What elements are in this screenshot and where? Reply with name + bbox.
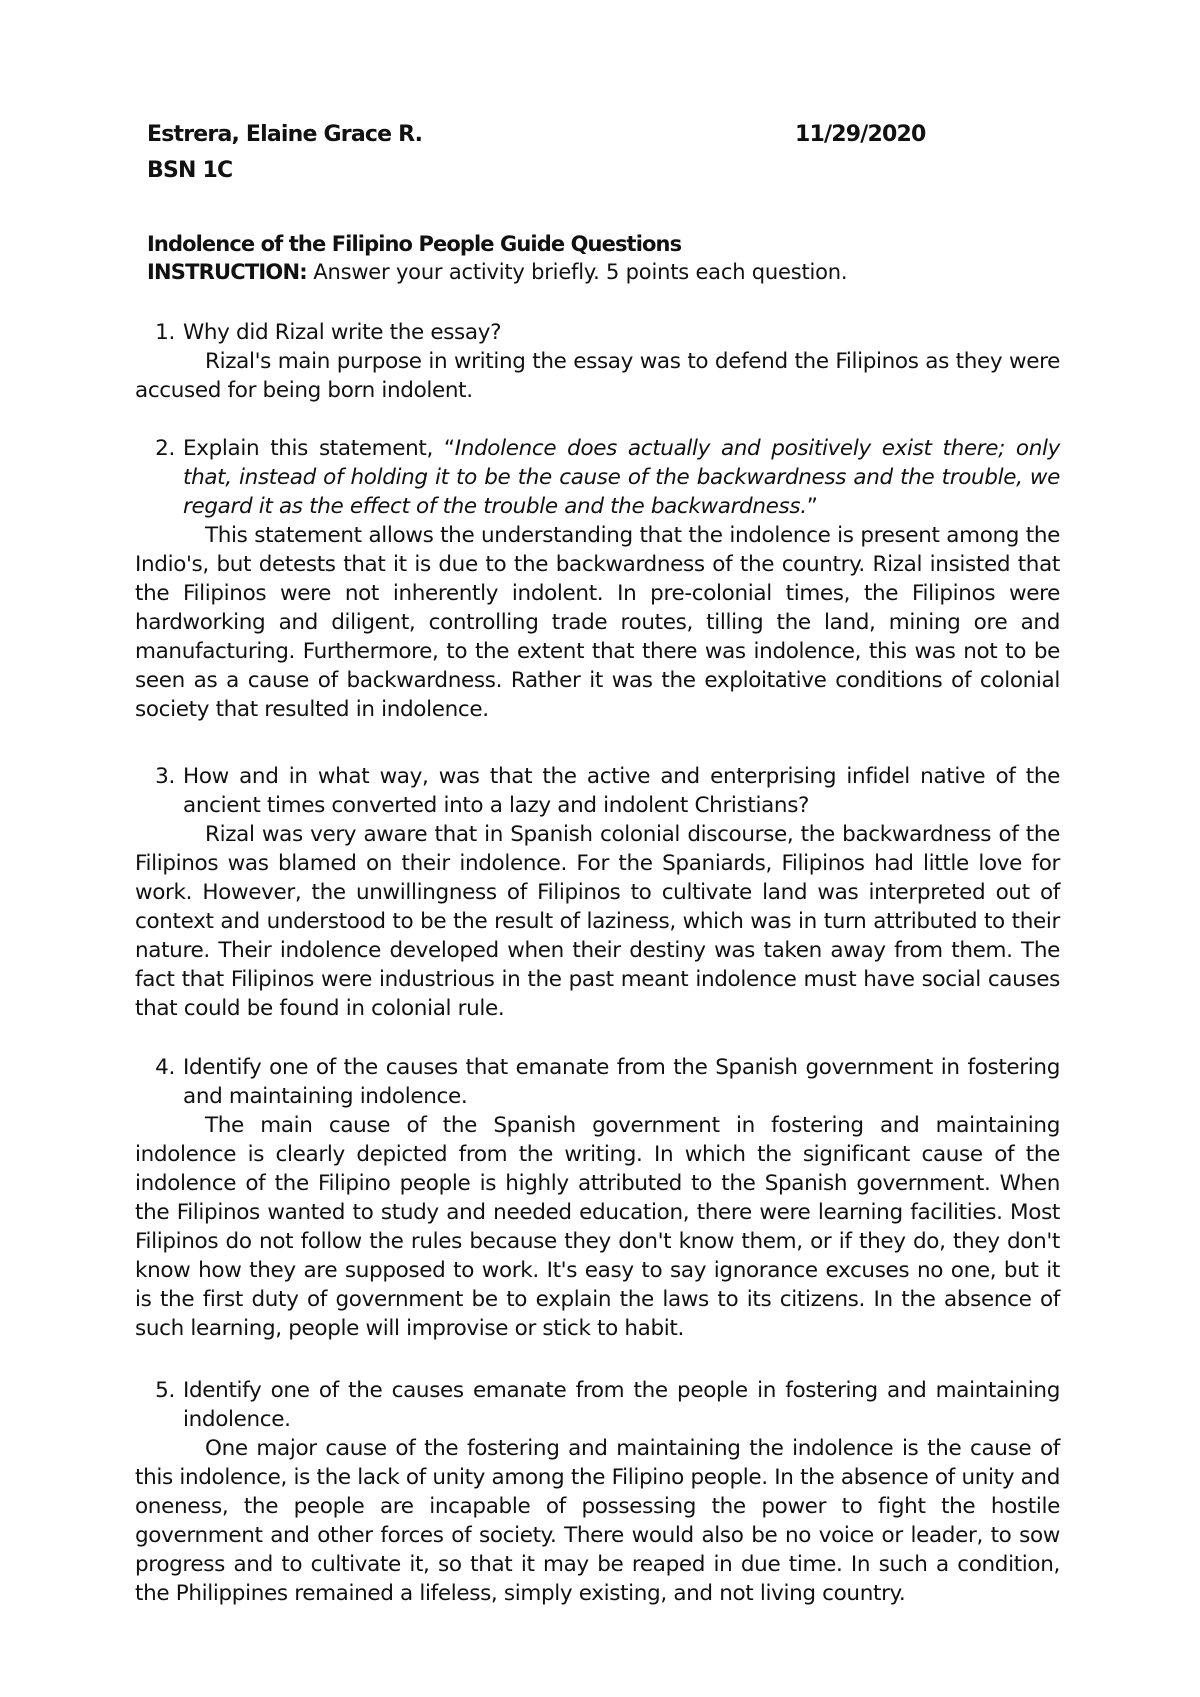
question-suffix: ” <box>806 494 818 519</box>
question-number: 3. <box>155 764 175 789</box>
question-row <box>135 762 1060 820</box>
question-prefix: Explain this statement, “ <box>183 436 455 461</box>
question-row <box>135 318 1060 347</box>
question-row <box>135 434 1060 521</box>
question-block-1 <box>135 318 1060 405</box>
answer-paragraph: This statement allows the understanding that the indolence is present among the Indio's, but detests that it is due to the backwardness of the country. Rizal insisted that the Filipinos were not inherently indolent. In pre-colonial times, the Filipinos were hardworking and diligent, controlling trade routes, tilling the land, mining ore and manufacturing. Furthermore, to the extent that there was indolence, this was not to be seen as a cause of backwardness. Rather it was the exploitative conditions of colonial society that resulted in indolence. <box>135 523 1060 722</box>
instruction-label: INSTRUCTION: <box>147 260 307 284</box>
question-text: Identify one of the causes that emanate from the Spanish government in fostering and maintaining indolence. <box>183 1055 1060 1109</box>
question-text <box>183 434 1060 521</box>
question-text: Identify one of the causes emanate from the people in fostering and maintaining indolence. <box>183 1378 1060 1432</box>
question-block-2 <box>135 434 1060 724</box>
answer-paragraph: One major cause of the fostering and maintaining the indolence is the cause of this indolence, is the lack of unity among the Filipino people. In the absence of unity and oneness, the people are incapable of possessing the power to fight the hostile government and other forces of society. There would also be no voice or leader, to sow progress and to cultivate it, so that it may be reaped in due time. In such a condition, the Philippines remained a lifeless, simply existing, and not living country. <box>135 1436 1060 1606</box>
answer-paragraph: Rizal was very aware that in Spanish colonial discourse, the backwardness of the Filipinos was blamed on their indolence. For the Spaniards, Filipinos had little love for work. However, the unwillingness of Filipinos to cultivate land was interpreted out of context and understood to be the result of laziness, which was in turn attributed to their nature. Their indolence developed when their destiny was taken away from them. The fact that Filipinos were industrious in the past meant indolence must have social causes that could be found in colonial rule. <box>135 822 1060 1021</box>
question-text: How and in what way, was that the active and enterprising infidel native of the ancient times converted into a lazy and indolent Christians? <box>183 764 1060 818</box>
question-row <box>135 1053 1060 1111</box>
answer-paragraph: Rizal's main purpose in writing the essay was to defend the Filipinos as they were accused for being born indolent. <box>135 349 1060 403</box>
document-date: 11/29/2020 <box>795 122 926 147</box>
document-title: Indolence of the Filipino People Guide Questions <box>147 232 682 256</box>
question-number: 4. <box>155 1055 175 1080</box>
header-row <box>147 122 927 152</box>
course-section: BSN 1C <box>147 158 233 183</box>
instruction-line <box>147 260 847 284</box>
instruction-text: Answer your activity briefly. 5 points each question. <box>306 260 848 284</box>
author-name: Estrera, Elaine Grace R. <box>147 122 423 147</box>
question-number: 1. <box>155 320 175 345</box>
answer-paragraph: The main cause of the Spanish government in fostering and maintaining indolence is clearly depicted from the writing. In which the significant cause of the indolence of the Filipino people is highly attributed to the Spanish government. When the Filipinos wanted to study and needed education, there were learning facilities. Most Filipinos do not follow the rules because they don't know them, or if they do, they don't know how they are supposed to work. It's easy to say ignorance excuses no one, but it is the first duty of government be to explain the laws to its citizens. In the absence of such learning, people will improvise or stick to habit. <box>135 1113 1060 1341</box>
question-block-3 <box>135 762 1060 1023</box>
question-block-4 <box>135 1053 1060 1343</box>
question-number: 2. <box>155 436 175 461</box>
question-block-5 <box>135 1376 1060 1608</box>
question-text: Why did Rizal write the essay? <box>183 320 502 345</box>
question-quote: Indolence does actually and positively exist there; only that, instead of holding it to be the cause of the backwardness and the trouble, we regard it as the effect of the trouble and the backwardness. <box>183 436 1060 519</box>
question-row <box>135 1376 1060 1434</box>
question-number: 5. <box>155 1378 175 1403</box>
